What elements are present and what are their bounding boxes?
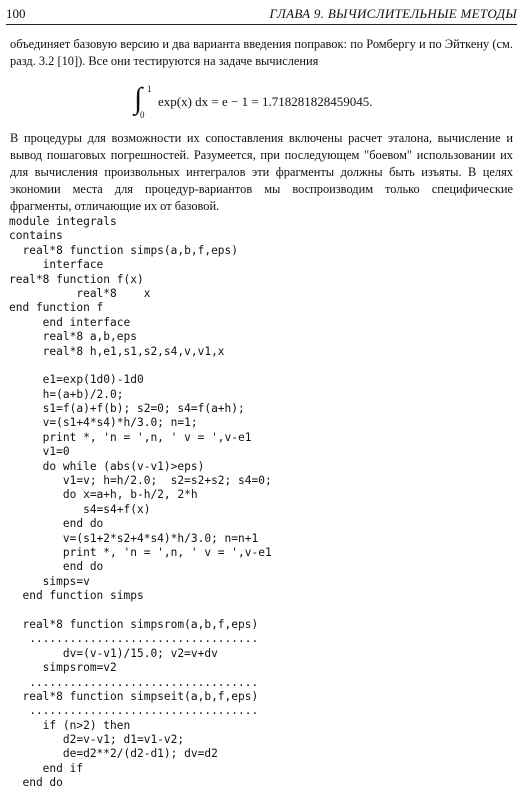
code-line bbox=[9, 359, 272, 373]
code-line: e1=exp(1d0)-1d0 bbox=[9, 373, 144, 387]
code-listing bbox=[9, 215, 272, 791]
code-line: v1=v; h=h/2.0; s2=s2+s2; s4=0; bbox=[9, 474, 272, 488]
code-line: print *, 'n = ',n, ' v = ',v-e1 bbox=[9, 430, 252, 444]
formula-expression: exp(x) dx = e − 1 = 1.718281828459045. bbox=[158, 94, 373, 109]
code-line: do while (abs(v-v1)>eps) bbox=[9, 459, 205, 473]
code-line: s1=f(a)+f(b); s2=0; s4=f(a+h); bbox=[9, 402, 245, 416]
code-line: v1=0 bbox=[9, 445, 70, 459]
code-line: real*8 x bbox=[9, 286, 151, 300]
code-line: real*8 h,e1,s1,s2,s4,v,v1,x bbox=[9, 344, 225, 358]
code-line: end do bbox=[9, 517, 104, 531]
code-line: real*8 function simpseit(a,b,f,eps) bbox=[9, 689, 259, 703]
code-line: module integrals bbox=[9, 215, 117, 228]
code-line: dv=(v-v1)/15.0; v2=v+dv bbox=[9, 646, 218, 660]
code-line: end function f bbox=[9, 301, 104, 315]
integral-formula bbox=[0, 82, 523, 122]
intro-paragraph: объединяет базовую версию и два варианта введения поправок: по Ромбергу и по Эйткену (см. разд. 3.2 [10]). Все они тестируются на задаче вычисления bbox=[10, 37, 513, 68]
code-line: v=(s1+2*s2+4*s4)*h/3.0; n=n+1 bbox=[9, 531, 259, 545]
integral-sign-icon: ∫ bbox=[134, 82, 143, 115]
code-line: end do bbox=[9, 560, 104, 574]
code-line: real*8 function simpsrom(a,b,f,eps) bbox=[9, 617, 259, 631]
chapter-title: ГЛАВА 9. ВЫЧИСЛИТЕЛЬНЫЕ МЕТОДЫ bbox=[269, 6, 517, 21]
code-line: real*8 a,b,eps bbox=[9, 330, 137, 344]
integral-upper-limit: 1 bbox=[147, 84, 152, 94]
code-line: simpsrom=v2 bbox=[9, 661, 117, 675]
code-line: real*8 function f(x) bbox=[9, 272, 144, 286]
code-line: de=d2**2/(d2-d1); dv=d2 bbox=[9, 747, 218, 761]
code-line: end interface bbox=[9, 315, 131, 329]
code-line bbox=[9, 604, 272, 618]
code-line: simps=v bbox=[9, 574, 90, 588]
code-line: d2=v-v1; d1=v1-v2; bbox=[9, 733, 185, 747]
code-line: end do bbox=[9, 776, 63, 790]
page-number: 100 bbox=[6, 6, 26, 21]
code-line: end function simps bbox=[9, 589, 144, 603]
code-line: print *, 'n = ',n, ' v = ',v-e1 bbox=[9, 545, 272, 559]
code-line: .................................. bbox=[9, 704, 259, 718]
code-line: s4=s4+f(x) bbox=[9, 502, 151, 516]
code-line: real*8 function simps(a,b,f,eps) bbox=[9, 243, 239, 257]
code-line: do x=a+h, b-h/2, 2*h bbox=[9, 488, 198, 502]
running-head bbox=[6, 6, 517, 26]
header-rule bbox=[6, 24, 517, 25]
code-line: v=(s1+4*s4)*h/3.0; n=1; bbox=[9, 416, 198, 430]
code-line: .................................. bbox=[9, 675, 259, 689]
integral-lower-limit: 0 bbox=[140, 110, 145, 120]
code-line: if (n>2) then bbox=[9, 718, 131, 732]
main-paragraph: В процедуры для возможности их сопоставления включены расчет эталона, вычисление и вывод пошаговых погрешностей. Разумеется, при последующем "боевом" использовании их для вычисления произвольных интегралов эти фрагменты должны быть изъяты. В целях экономии места для процедур-вариантов мы воспроизводим только специфические фрагменты, отличающие их от базовой. bbox=[10, 131, 513, 213]
code-line: .................................. bbox=[9, 632, 259, 646]
code-line: contains bbox=[9, 229, 63, 243]
code-line: h=(a+b)/2.0; bbox=[9, 387, 124, 401]
code-line: interface bbox=[9, 258, 104, 272]
code-line: end if bbox=[9, 761, 84, 775]
